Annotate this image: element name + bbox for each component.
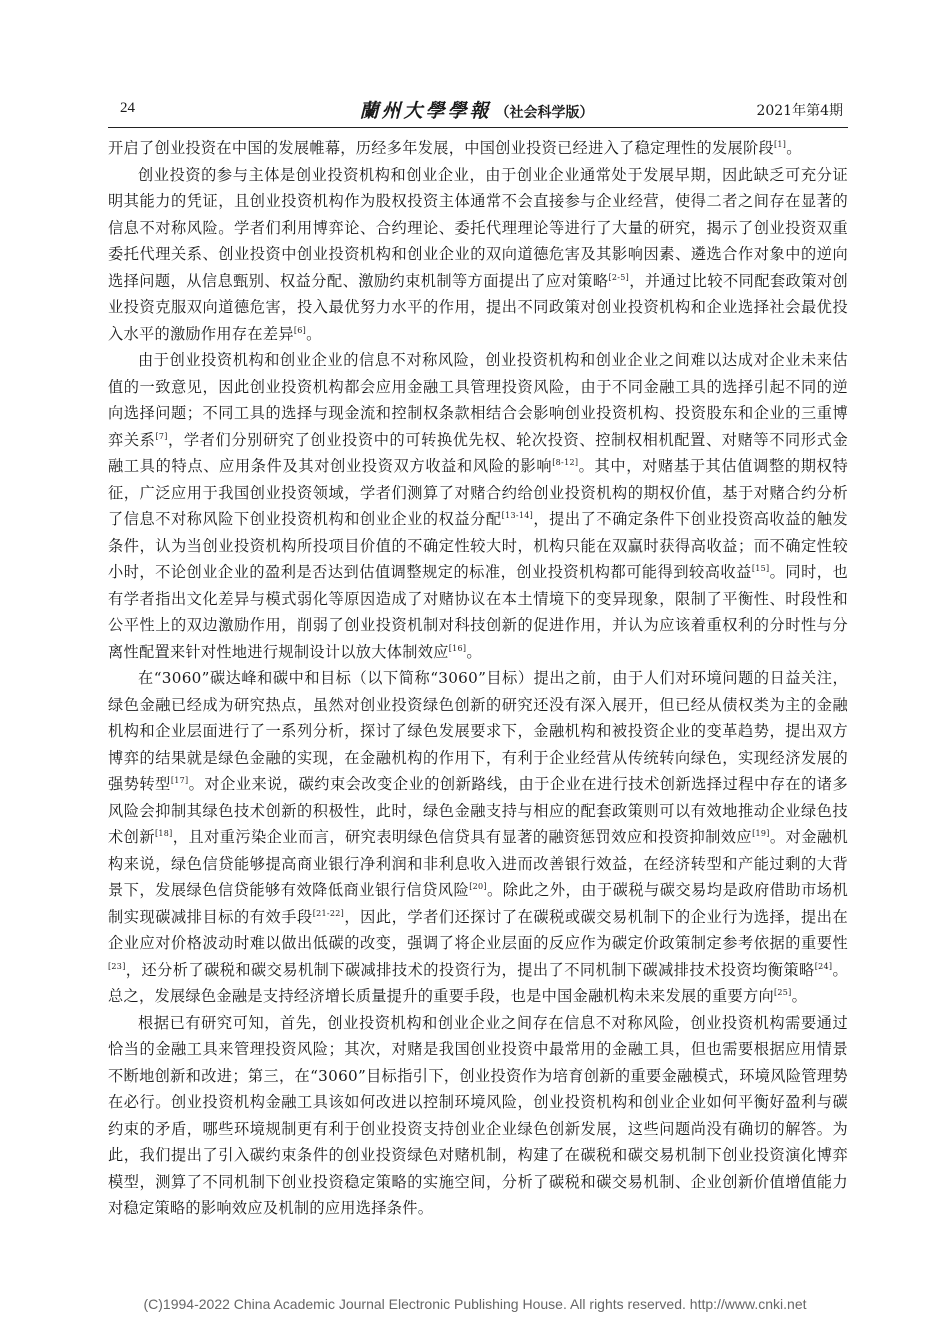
header-rule (108, 127, 848, 128)
citation: [13-14] (501, 510, 534, 520)
copyright-footer: (C)1994-2022 China Academic Journal Electronic Publishing House. All rights reserved. http://www.cnki.net (143, 1296, 807, 1312)
paragraph-5: 根据已有研究可知，首先，创业投资机构和创业企业之间存在信息不对称风险，创业投资机构需要通过恰当的金融工具来管理投资风险；其次，对赌是我国创业投资中最常用的金融工具，但也需要根据应用情景不断地创新和改进；第三，在“3060”目标指引下，创业投资作为培育创新的重要金融模式，环境风险管理势在必行。创业投资机构金融工具该如何改进以控制环境风险，创业投资机构和创业企业如何平衡好盈利与碳约束的矛盾，哪些环境规制更有利于创业投资支持创业企业绿色创新发展，这些问题尚没有确切的解答。为此，我们提出了引入碳约束条件的创业投资绿色对赌机制，构建了在碳税和碳交易机制下创业投资演化博弈模型，测算了不同机制下创业投资稳定策略的实施空间，分析了碳税和碳交易机制、企业创新价值增值能力对稳定策略的影响效应及机制的应用选择条件。 (108, 1013, 848, 1217)
citation: [16] (448, 643, 467, 653)
journal-section: （社会科学版） (495, 105, 594, 121)
citation: [19] (752, 828, 770, 838)
paragraph-2: 创业投资的参与主体是创业投资机构和创业企业，由于创业企业通常处于发展早期，因此缺乏可充分证明其能力的凭证，且创业投资机构作为股权投资主体通常不会直接参与企业经营，使得二者之间存在显著的信息不对称风险。学者们利用博弈论、合约理论、委托代理理论等进行了大量的研究，揭示了创业投资双重委托代理关系、创业投资中创业投资机构和创业企业的双向道德危害及其影响因素、遴选合作对象中的逆向选择问题，从信息甄别、权益分配、激励约束机制等方面提出了应对策略[2-5]，并通过比较不同配套政策对创业投资克服双向道德危害，投入最优努力水平的作用，提出不同政策对创业投资机构和企业选择社会最优投入水平的激励作用存在差异[6]。 (108, 165, 848, 343)
paragraph-3: 由于创业投资机构和创业企业的信息不对称风险，创业投资机构和创业企业之间难以达成对企业未来估值的一致意见，因此创业投资机构都会应用金融工具管理投资风险，由于不同金融工具的选择引起不同的逆向选择问题；不同工具的选择与现金流和控制权条款相结合会影响创业投资机构、投资股东和企业的三重博弈关系[7]，学者们分别研究了创业投资中的可转换优先权、轮次投资、控制权相机配置、对赌等不同形式金融工具的特点、应用条件及其对创业投资双方收益和风险的影响[8-12]。其中，对赌基于其估值调整的期权特征，广泛应用于我国创业投资领域，学者们测算了对赌合约给创业投资机构的期权价值，基于对赌合约分析了信息不对称风险下创业投资机构和创业企业的权益分配[13-14]，提出了不确定条件下创业投资高收益的触发条件，认为当创业投资机构所投项目价值的不确定性较大时，机构只能在双赢时获得高收益；而不确定性较小时，不论创业企业的盈利是否达到估值调整规定的标准，创业投资机构都可能得到较高收益[15]。同时，也有学者指出文化差异与模式弱化等原因造成了对赌协议在本土情境下的变异现象，限制了平衡性、时段性和公平性上的双边激励作用，削弱了创业投资机制对科技创新的促进作用，并认为应该着重权利的分时性与分离性配置来针对性地进行规制设计以放大体制效应[16]。 (108, 351, 849, 661)
journal-title (108, 96, 845, 123)
citation: [2-5] (608, 272, 630, 282)
citation: [17] (170, 775, 189, 785)
citation: [25] (773, 987, 792, 997)
issue-label: 2021年第4期 (756, 103, 843, 119)
citation: [7] (155, 431, 168, 441)
citation: [20] (469, 881, 487, 891)
citation: [23] (108, 961, 126, 971)
running-header (108, 96, 845, 126)
journal-name: 蘭州大學學報 (359, 100, 492, 122)
citation: [6] (293, 325, 307, 335)
citation: [15] (751, 563, 770, 573)
paragraph-1: 开启了创业投资在中国的发展帷幕，历经多年发展，中国创业投资已经进入了稳定理性的发展阶段[1]。 (108, 139, 802, 157)
citation: [21-22] (312, 908, 345, 918)
page-number: 24 (120, 100, 135, 116)
citation: [24] (814, 961, 833, 971)
citation: [8-12] (552, 457, 579, 467)
paragraph-4: 在“3060”碳达峰和碳中和目标（以下简称“3060”目标）提出之前，由于人们对环境问题的日益关注，绿色金融已经成为研究热点，虽然对创业投资绿色创新的研究还没有深入展开，但已经从债权类为主的金融机构和企业层面进行了一系列分析，探讨了绿色发展要求下，金融机构和被投资企业的变革趋势，提出双方博弈的结果就是绿色金融的实现，在金融机构的作用下，有利于企业经营从传统转向绿色，实现经济发展的强势转型[17]。对企业来说，碳约束会改变企业的创新路线，由于企业在进行技术创新选择过程中存在的诸多风险会抑制其绿色技术创新的积极性，此时，绿色金融支持与相应的配套政策则可以有效地推动企业绿色技术创新[18]，且对重污染企业而言，研究表明绿色信贷具有显著的融资惩罚效应和投资抑制效应[19]。对金融机构来说，绿色信贷能够提高商业银行净利润和非利息收入进而改善银行效益，在经济转型和产能过剩的大背景下，发展绿色信贷能够有效降低商业银行信贷风险[20]。除此之外，由于碳税与碳交易均是政府借助市场机制实现碳减排目标的有效手段[21-22]，因此，学者们还探讨了在碳税或碳交易机制下的企业行为选择，提出在企业应对价格波动时难以做出低碳的改变，强调了将企业层面的反应作为碳定价政策制定参考依据的重要性[23]，还分析了碳税和碳交易机制下碳减排技术的投资行为，提出了不同机制下碳减排技术投资均衡策略[24]。总之，发展绿色金融是支持经济增长质量提升的重要手段，也是中国金融机构未来发展的重要方向[25]。 (108, 669, 849, 1005)
article-body (108, 135, 848, 1222)
citation: [1] (773, 139, 787, 149)
citation: [18] (154, 828, 173, 838)
